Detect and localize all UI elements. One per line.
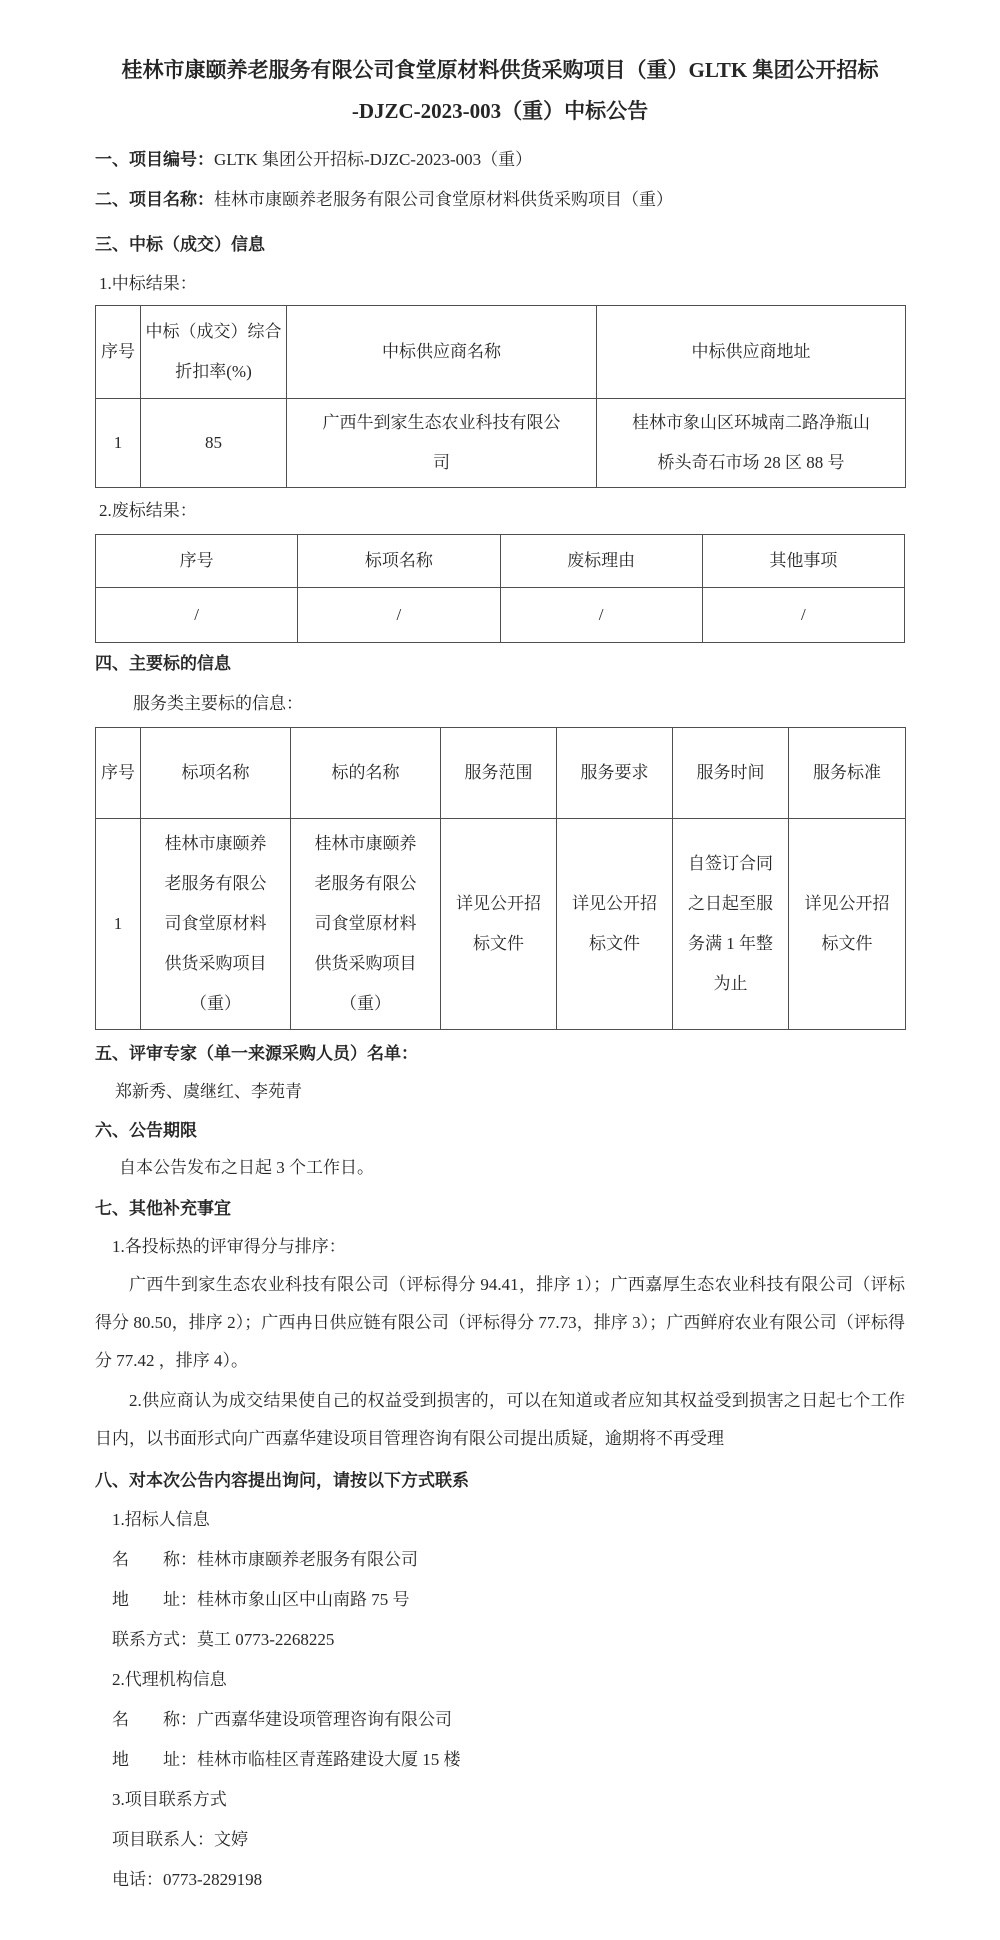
table-header-cell: 其他事项 (702, 535, 904, 588)
expert-names: 郑新秀、虞继红、李苑青 (115, 1082, 302, 1101)
table-cell-supplier-name: 广西牛到家生态农业科技有限公司 (287, 399, 597, 488)
table-header-cell: 标项名称 (141, 728, 291, 819)
bidder-address-line: 地 址：桂林市象山区中山南路 75 号 (112, 1590, 410, 1609)
table-header-cell: 废标理由 (500, 535, 702, 588)
document-title-line2: -DJZC-2023-003（重）中标公告 (351, 99, 649, 123)
table-cell: / (500, 588, 702, 643)
agency-address-line: 地 址：桂林市临桂区青莲路建设大厦 15 楼 (112, 1750, 461, 1769)
table-header-cell: 中标供应商名称 (287, 306, 597, 399)
table-cell: / (702, 588, 904, 643)
announcement-period-text: 自本公告发布之日起 3 个工作日。 (119, 1158, 374, 1177)
table-cell-lot-name: 桂林市康颐养老服务有限公司食堂原材料供货采购项目（重） (141, 819, 291, 1030)
table-cell: / (298, 588, 500, 643)
agency-name-line: 名 称：广西嘉华建设项管理咨询有限公司 (112, 1710, 452, 1729)
table-header-cell: 服务要求 (557, 728, 673, 819)
objection-paragraph: 2.供应商认为成交结果使自己的权益受到损害的，可以在知道或者应知其权益受到损害之日起七个工作日内，以书面形式向广西嘉华建设项目管理咨询有限公司提出质疑，逾期将不再受理 (95, 1391, 905, 1448)
invalid-bid-table (95, 534, 905, 643)
project-number-label: 一、项目编号： (95, 150, 214, 169)
table-cell-seq: 1 (96, 399, 141, 488)
award-result-table (95, 305, 906, 488)
table-row (96, 819, 906, 1030)
scores-list-label: 1.各投标热的评审得分与排序： (112, 1237, 346, 1256)
table-header-cell: 中标供应商地址 (597, 306, 906, 399)
table-cell-service-standard: 详见公开招标文件 (789, 819, 906, 1030)
table-header-cell: 服务范围 (441, 728, 557, 819)
subject-info-note: 服务类主要标的信息： (133, 694, 303, 713)
table-cell-service-requirement: 详见公开招标文件 (557, 819, 673, 1030)
section-project-name (95, 180, 905, 220)
section-experts-heading: 五、评审专家（单一来源采购人员）名单： (95, 1044, 418, 1063)
table-header-row (96, 728, 906, 819)
table-header-row (96, 535, 905, 588)
table-header-cell: 序号 (96, 535, 298, 588)
table-header-cell: 标的名称 (291, 728, 441, 819)
project-name-label: 二、项目名称： (95, 190, 214, 209)
section-project-number (95, 140, 905, 180)
invalid-result-label: 2.废标结果： (99, 501, 197, 520)
project-phone-line: 电话：0773-2829198 (112, 1870, 263, 1889)
bidder-contact-line: 联系方式：莫工 0773-2268225 (112, 1630, 335, 1649)
table-cell-discount: 85 (141, 399, 287, 488)
table-header-cell: 服务标准 (789, 728, 906, 819)
table-header-cell: 标项名称 (298, 535, 500, 588)
section-subject-info-heading: 四、主要标的信息 (95, 654, 231, 673)
table-cell-subject-name: 桂林市康颐养老服务有限公司食堂原材料供货采购项目（重） (291, 819, 441, 1030)
agency-info-title: 2.代理机构信息 (112, 1670, 227, 1689)
project-contact-person-line: 项目联系人：文婷 (112, 1830, 248, 1849)
table-header-cell: 中标（成交）综合折扣率(%) (141, 306, 287, 399)
table-header-row (96, 306, 906, 399)
project-name-value: 桂林市康颐养老服务有限公司食堂原材料供货采购项目（重） (214, 190, 673, 209)
document-title-line1: 桂林市康颐养老服务有限公司食堂原材料供货采购项目（重）GLTK 集团公开招标 (121, 58, 879, 82)
project-number-value: GLTK 集团公开招标-DJZC-2023-003（重） (214, 150, 533, 169)
section-other-matters-heading: 七、其他补充事宜 (95, 1199, 231, 1218)
scores-paragraph: 广西牛到家生态农业科技有限公司（评标得分 94.41，排序 1）；广西嘉厚生态农业科技有限公司（评标得分 80.50，排序 2）；广西冉日供应链有限公司（评标得分 77.73，排序 3）；广西鲜府农业有限公司（评标得分 77.42 ，排序 4）。 (95, 1275, 905, 1370)
table-header-cell: 服务时间 (673, 728, 789, 819)
table-cell-supplier-address: 桂林市象山区环城南二路净瓶山桥头奇石市场 28 区 88 号 (597, 399, 906, 488)
project-contact-title: 3.项目联系方式 (112, 1790, 227, 1809)
bidder-info-title: 1.招标人信息 (112, 1510, 210, 1529)
section-announcement-period-heading: 六、公告期限 (95, 1121, 197, 1140)
section-contact-heading: 八、对本次公告内容提出询问，请按以下方式联系 (95, 1471, 469, 1490)
table-cell: / (96, 588, 298, 643)
subject-info-table (95, 727, 906, 1030)
table-cell-service-scope: 详见公开招标文件 (441, 819, 557, 1030)
table-row (96, 399, 906, 488)
table-header-cell: 序号 (96, 306, 141, 399)
section-award-info-heading: 三、中标（成交）信息 (95, 235, 265, 254)
table-cell-service-time: 自签订合同之日起至服务满 1 年整为止 (673, 819, 789, 1030)
table-cell-seq: 1 (96, 819, 141, 1030)
bidder-name-line: 名 称：桂林市康颐养老服务有限公司 (112, 1550, 418, 1569)
award-result-label: 1.中标结果： (99, 274, 197, 293)
table-header-cell: 序号 (96, 728, 141, 819)
table-row (96, 588, 905, 643)
